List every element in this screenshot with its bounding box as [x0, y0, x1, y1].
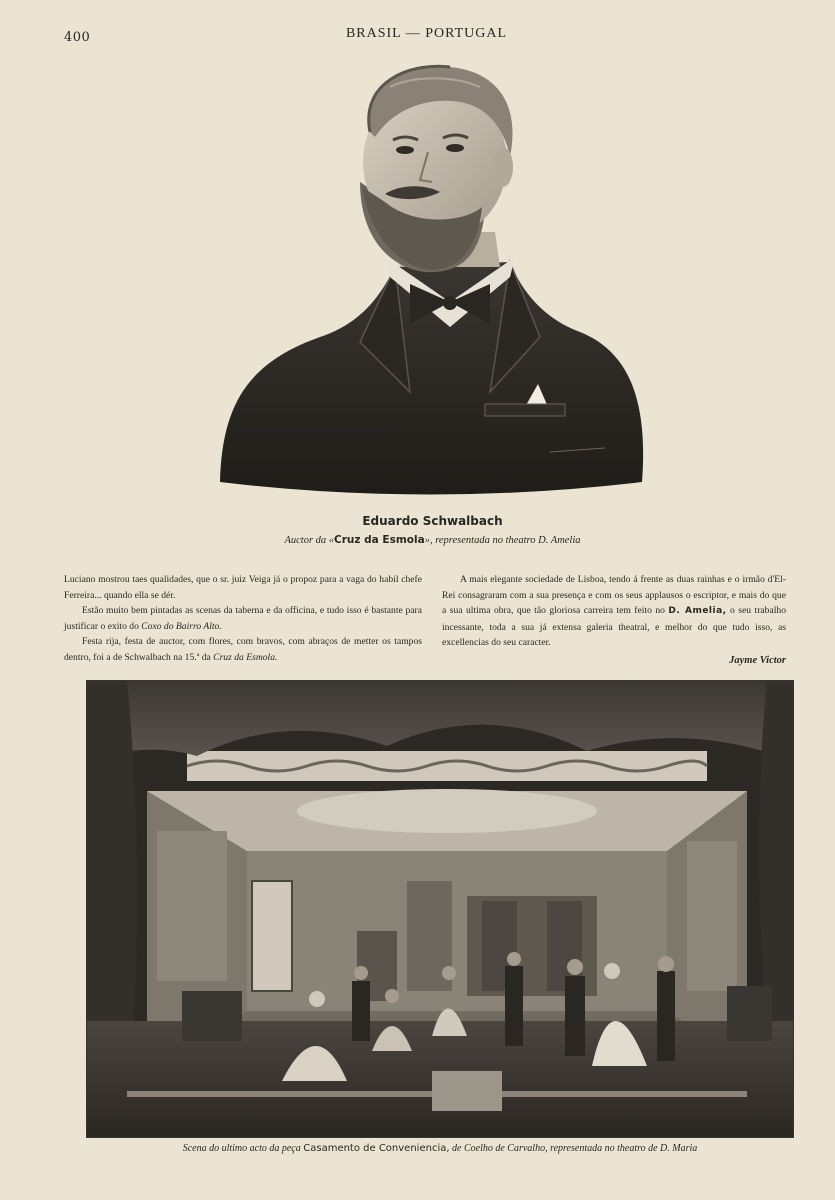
caption-suffix: », representada no theatro D. Amelia — [424, 535, 581, 546]
author-signature: Jayme Victor — [729, 654, 786, 666]
stage-caption — [0, 1143, 835, 1154]
paragraph-text: Festa rija, festa de auctor, com flores, com bravos, com abraços de metter os tampos dentro, foi a de Schwalbach na 15.ª da — [64, 636, 422, 663]
paragraph-text: Estão muito bem pintadas as scenas da taberna e da officina, e tudo isso é bastante para justificar o exito do — [64, 605, 422, 632]
stage-caption-play-title: Casamento de Conveniencia, — [303, 1143, 450, 1154]
portrait-caption — [0, 534, 835, 546]
paragraph — [64, 603, 422, 634]
paragraph-italic: Cruz da Esmola. — [213, 651, 278, 663]
theatre-name: D. Amelia, — [668, 606, 727, 616]
paragraph — [64, 634, 422, 665]
paragraph: Luciano mostrou taes qualidades, que o sr. juiz Veiga já o propoz para a vaga do habil chefe Ferreira... quando ella se dér. — [64, 574, 422, 601]
article-column-left — [64, 572, 422, 665]
paragraph — [442, 572, 786, 651]
portrait-subject-name: Eduardo Schwalbach — [362, 514, 503, 528]
paragraph-text: A mais elegante sociedade de Lisboa, tendo á frente as duas rainhas e o irmão d'El-Rei consagraram com a sua presença e com os seus applausos o escriptor, e mais do que a sua ultima obra, que tão gloriosa carreira tem feito no — [442, 574, 786, 616]
portrait-engraving — [210, 62, 650, 502]
caption-play-title: Cruz da Esmola — [334, 534, 425, 546]
running-head: BRASIL — PORTUGAL — [345, 26, 508, 41]
stage-caption-text: Scena do ultimo acto da peça — [182, 1143, 304, 1154]
paragraph-italic: Coxo do Bairro Alto. — [141, 620, 222, 632]
page-number: 400 — [64, 30, 91, 45]
article-column-right — [442, 572, 786, 668]
paragraph-text: o seu trabalho incessante, toda a sua já extensa galeria theatral, e melhor do que tudo isso, as excellencias do seu caracter. — [442, 605, 786, 648]
stage-photograph — [86, 680, 794, 1138]
stage-caption-text: de Coelho de Carvalho, representada no theatro de D. Maria — [449, 1143, 698, 1154]
caption-prefix: Auctor da « — [284, 535, 335, 546]
